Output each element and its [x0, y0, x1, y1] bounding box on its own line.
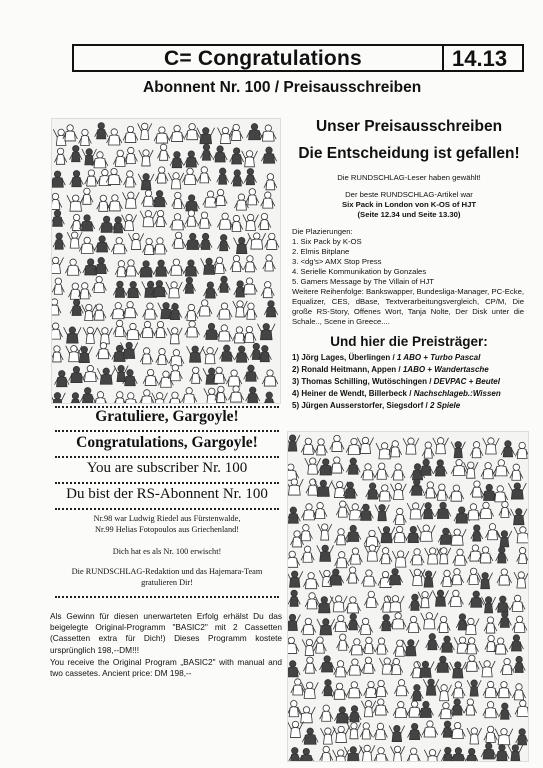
further-ranking: Weitere Reihenfolge: Bankswapper, Bundesliga-Manager, PC-Ecke, Equalizer, CES, dBase, Textverarbeitungsvergleich, CP/M, Die große RS-Story, Offenes Wort, Tanja Nolte, Der Disk unter die Schale.., Scene in Greece.... — [292, 287, 524, 326]
winner-prize: 1 ABO + Turbo Pascal — [396, 353, 481, 362]
placement-item: 5. Gamers Message by The Villain of HJT — [292, 277, 434, 286]
header-box — [72, 44, 524, 74]
winner-prize: 1ABO + Wandertasche — [402, 365, 489, 374]
winner-name: 1) Jörg Lages, Überlingen / — [292, 353, 395, 362]
placement-item: 4. Serielle Kommunikation by Gonzales — [292, 267, 427, 276]
winner-prize: DEVPAC + Beutel — [433, 377, 500, 386]
winner-name: 4) Heiner de Wendt, Billerbeck / — [292, 389, 412, 398]
readers-voted: Die RUNDSCHLAG-Leser haben gewählt! — [337, 173, 481, 182]
winner-prize: 2 Spiele — [429, 401, 461, 410]
winner-name: 5) Jürgen Ausserstorfer, Siegsdorf / — [292, 401, 428, 410]
winner-name: 2) Ronald Heitmann, Appen / — [292, 365, 401, 374]
winner-item — [292, 352, 528, 364]
winner-item — [292, 388, 528, 400]
placements-list — [292, 227, 524, 327]
winner-prize: Nachschlageb.:Wissen — [413, 389, 501, 398]
crowd-drawing — [288, 432, 529, 762]
thanks-line-1: Die RUNDSCHLAG-Redaktion und das Hajemara-Team — [71, 567, 263, 576]
congrats-german: Gratuliere, Gargoyle! — [95, 408, 239, 425]
winners-heading: Und hier die Preisträger: — [330, 334, 488, 349]
best-article-pages: (Seite 12.34 und Seite 13.30) — [357, 210, 461, 219]
best-article-title: Six Pack in London von K-OS of HJT — [341, 200, 477, 209]
winner-item — [292, 364, 528, 376]
placements-label: Die Plazierungen: — [292, 227, 353, 236]
best-article — [288, 190, 530, 220]
dotted-divider — [55, 456, 279, 458]
placement-item: 1. Six Pack by K-OS — [292, 237, 362, 246]
dotted-divider — [55, 482, 279, 484]
subscriber-english: You are subscriber Nr. 100 — [86, 460, 248, 476]
placement-item: 3. <dg's> AMX Stop Press — [292, 257, 382, 266]
winner-item — [292, 376, 528, 388]
winners-list — [292, 352, 528, 412]
previous-subscribers — [48, 513, 286, 535]
crowd-drawing — [52, 119, 281, 404]
thanks-line-2: gratulieren Dir! — [141, 578, 193, 587]
prize-paragraph-english: You receive the Original Program „BASIC2" with manual and two cassetes. Ancient price: DM 198,-- — [50, 657, 282, 679]
congratulation-note — [48, 566, 286, 588]
winner-item — [292, 400, 528, 412]
header-divider — [442, 44, 444, 72]
subscriber-98: Nr.98 war Ludwig Riedel aus Fürstenwalde, — [93, 514, 241, 523]
section-title: Unser Preisausschreiben — [315, 118, 503, 135]
crowd-illustration-top — [51, 118, 281, 404]
page-subtitle: Abonnent Nr. 100 / Preisausschreiben — [143, 79, 422, 96]
page-number: 14.13 — [452, 46, 508, 71]
placement-item: 2. Elmis Bitplane — [292, 247, 350, 256]
caught-line: Dich hat es als Nr. 100 erwischt! — [112, 547, 222, 556]
prize-paragraph-german: Als Gewinn für diesen unerwarteten Erfolg erhälst Du das beigelegte Original-Programm "BASIC2" mit 2 Cassetten (Cassetten extra für Dich!) Dieses Programm kostete ursprünglich 198,--DM!!! — [50, 611, 282, 655]
dotted-divider — [55, 596, 279, 598]
page-title: C= Congratulations — [164, 47, 362, 70]
congrats-english: Congratulations, Gargoyle! — [76, 434, 258, 451]
subscriber-99: Nr.99 Helias Fotopoulos aus Griechenland! — [94, 525, 240, 534]
crowd-illustration-bottom — [287, 431, 529, 762]
section-subtitle: Die Entscheidung ist gefallen! — [298, 145, 520, 162]
subscriber-german: Du bist der RS-Abonnent Nr. 100 — [66, 486, 268, 502]
dotted-divider — [55, 508, 279, 510]
winner-name: 3) Thomas Schilling, Wutöschingen / — [292, 377, 432, 386]
dotted-divider — [55, 430, 279, 432]
best-article-intro: Der beste RUNDSCHLAG-Artikel war — [345, 190, 473, 199]
